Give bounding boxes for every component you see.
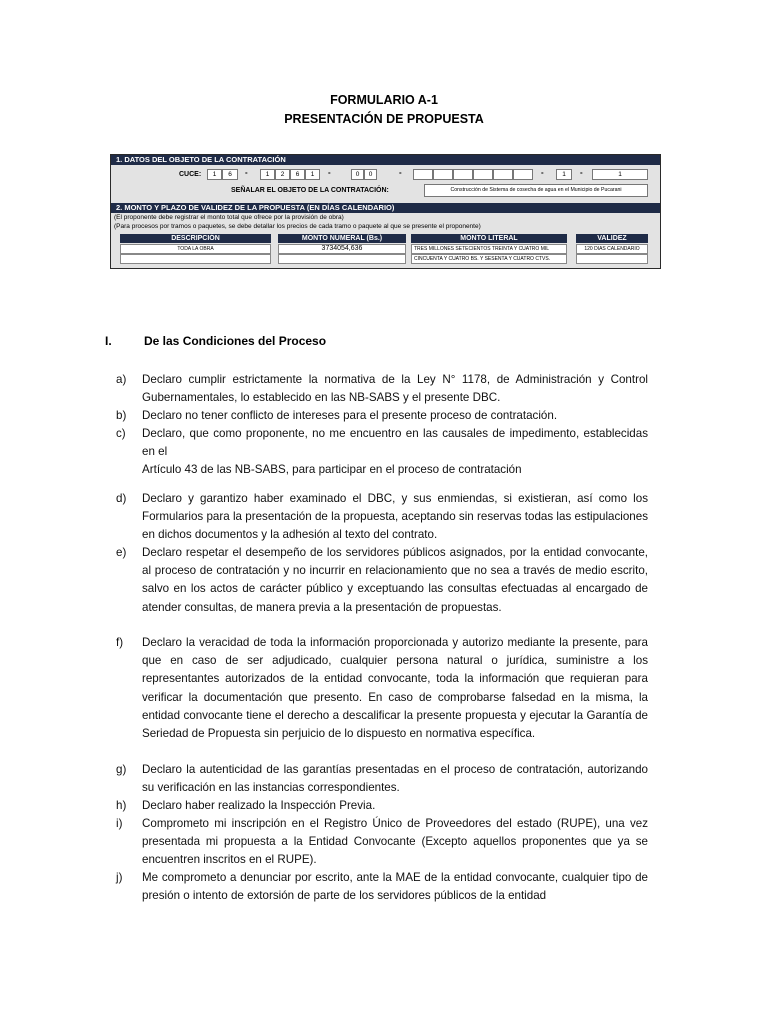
validez-empty: [576, 254, 648, 264]
monto-numeral-value: 3734054,636: [278, 244, 406, 254]
clause-d: [116, 490, 648, 545]
cuce-cell: 1: [556, 169, 572, 180]
clause-g: [116, 761, 648, 797]
cuce-cell: 0: [364, 169, 377, 180]
cuce-cell: 1: [207, 169, 222, 180]
clause-text: Declaro haber realizado la Inspección Previa.: [142, 799, 376, 812]
clause-letter: g): [116, 763, 127, 776]
clause-letter: j): [116, 871, 123, 884]
monto-literal-line1: TRES MILLONES SETECIENTOS TREINTA Y CUATRO MIL: [411, 244, 567, 254]
section-1-header: 1. DATOS DEL OBJETO DE LA CONTRATACIÓN: [111, 155, 660, 165]
clause-text: Declaro cumplir estrictamente la normativa de la Ley N° 1178, de Administración y Control Gubernamentales, lo establecido en las NB-SABS y el presente DBC.: [142, 373, 648, 405]
clause-letter: h): [116, 799, 127, 812]
clause-letter: b): [116, 409, 127, 422]
clause-j: [116, 869, 648, 905]
cuce-cell: [513, 169, 533, 180]
validez-value: 120 DIAS CALENDARIO: [576, 244, 648, 254]
cuce-cell: [413, 169, 433, 180]
clause-text: Declaro la veracidad de toda la información proporcionada y autorizo mediante la presente, para que en caso de ser adjudicado, cualquier persona natural o jurídica, suministre a los representantes autorizados de la entidad convocante, toda la información que requieran para verificar la documentación que presento. En caso de comprobarse falsedad en la misma, la entidad convocante tiene el derecho a descalificar la presente propuesta y ejecutar la Garantía de Seriedad de Propuesta sin perjuicio de lo dispuesto en normativa específica.: [142, 636, 648, 741]
clause-letter: d): [116, 492, 127, 505]
col-monto-numeral: MONTO NUMERAL (Bs.): [278, 234, 406, 243]
note-monto: (El proponente debe registrar el monto total que ofrece por la provisión de obra): [114, 214, 344, 221]
cuce-cell: [433, 169, 453, 180]
clause-text: Declaro, que como proponente, no me encuentro en las causales de impedimento, establecidas en el: [142, 427, 648, 459]
clause-text: Comprometo mi inscripción en el Registro Único de Proveedores del estado (RUPE), una vez presentada mi propuesta a la Entidad Convocante (Excepto aquellos proponentes que ya se encuentren inscritos en el RUPE).: [142, 817, 648, 867]
form-title: FORMULARIO A-1: [330, 93, 438, 107]
cuce-cell: [453, 169, 473, 180]
clause-text: Declaro y garantizo haber examinado el DBC, y sus enmiendas, si existieran, así como los Formularios para la presentación de la propuesta, aceptando sin reservas todas las estipulaciones en dichos documentos y la adhesión al texto del contrato.: [142, 492, 648, 542]
clause-f: [116, 634, 648, 743]
col-descripcion: DESCRIPCIÓN: [120, 234, 271, 243]
cuce-cell: 6: [290, 169, 305, 180]
form-subtitle: PRESENTACIÓN DE PROPUESTA: [284, 112, 484, 126]
cuce-cell: 1: [592, 169, 648, 180]
col-validez: VALIDEZ: [576, 234, 648, 243]
cuce-separator: -: [541, 168, 544, 177]
clause-h: [116, 797, 648, 815]
clause-b: [116, 407, 648, 425]
section-title: De las Condiciones del Proceso: [144, 334, 327, 348]
cuce-separator: -: [245, 168, 248, 177]
clause-text-continued: Artículo 43 de las NB-SABS, para participar en el proceso de contratación: [142, 463, 522, 477]
clause-letter: f): [116, 636, 124, 649]
cuce-cell: 2: [275, 169, 290, 180]
clause-c: [116, 425, 648, 480]
monto-numeral-empty: [278, 254, 406, 264]
object-value: Construcción de Sistema de cosecha de agua en el Municipio de Pucarani: [424, 184, 648, 197]
object-label: SEÑALAR EL OBJETO DE LA CONTRATACIÓN:: [231, 187, 389, 194]
clause-letter: c): [116, 427, 126, 440]
cuce-separator: -: [328, 168, 331, 177]
cuce-cell: 1: [305, 169, 320, 180]
cuce-cell: [473, 169, 493, 180]
section-2-header: 2. MONTO Y PLAZO DE VALIDEZ DE LA PROPUESTA (EN DÍAS CALENDARIO): [111, 203, 660, 213]
clause-text: Declaro respetar el desempeño de los servidores públicos asignados, por la entidad convocante, al proceso de contratación y no incurrir en relacionamiento que no sea a través de medio escrito, salvo en los actos de carácter público y exceptuando las consultas efectuadas al encargado de atender consultas, de manera previa a la presentación de propuestas.: [142, 546, 648, 614]
clause-text: Declaro no tener conflicto de intereses para el presente proceso de contratación.: [142, 409, 558, 422]
cuce-cell: [493, 169, 513, 180]
cuce-cell: 0: [351, 169, 364, 180]
clause-e: [116, 544, 648, 617]
cuce-separator: -: [580, 168, 583, 177]
clause-text: Me comprometo a denunciar por escrito, ante la MAE de la entidad convocante, cualquier tipo de presión o intento de extorsión de parte de los servidores públicos de la entidad: [142, 871, 648, 903]
cuce-label: CUCE:: [179, 171, 202, 178]
descripcion-empty: [120, 254, 271, 264]
cuce-cell: 6: [222, 169, 238, 180]
cuce-separator: -: [399, 168, 402, 177]
contract-form: [110, 154, 661, 269]
section-numeral: I.: [105, 334, 112, 348]
col-monto-literal: MONTO LITERAL: [411, 234, 567, 243]
note-tramos: (Para procesos por tramos o paquetes, se debe detallar los precios de cada tramo o paquete al que se presente el proponente): [114, 223, 481, 230]
monto-literal-line2: CINCUENTA Y CUATRO BS. Y SESENTA Y CUATRO CTVS.: [411, 254, 567, 264]
clause-letter: a): [116, 373, 127, 386]
clause-text: Declaro la autenticidad de las garantías presentadas en el proceso de contratación, autorizando su verificación en las instancias correspondientes.: [142, 763, 648, 795]
descripcion-value: TODA LA OBRA: [120, 244, 271, 254]
clause-letter: e): [116, 546, 127, 559]
clause-i: [116, 815, 648, 870]
clause-letter: i): [116, 817, 123, 830]
cuce-cell: 1: [260, 169, 275, 180]
clause-a: [116, 371, 648, 407]
